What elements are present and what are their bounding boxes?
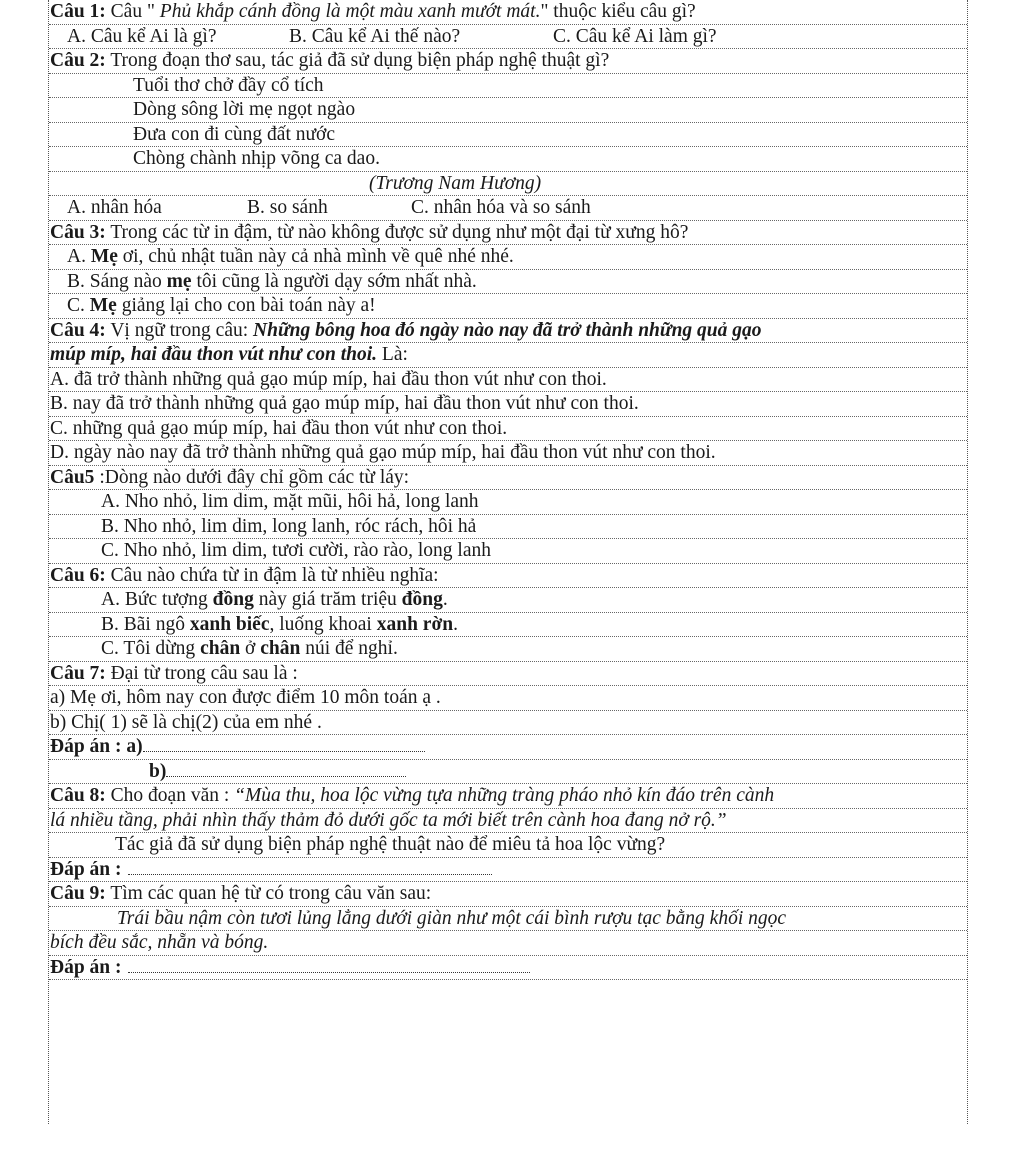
q1-line xyxy=(49,0,967,25)
q6-c-b2: chân xyxy=(260,638,301,659)
q1-label: Câu 1: xyxy=(50,1,106,22)
q5-option-a: A. Nho nhỏ, lim dim, mặt mũi, hôi hả, long lanh xyxy=(49,490,967,515)
q1-option-b: B. Câu kể Ai thế nào? xyxy=(289,25,461,47)
q1-text-a: Câu " xyxy=(105,1,160,22)
q1-options xyxy=(49,25,967,50)
q8-label: Câu 8: xyxy=(50,785,106,806)
q6-c-b1: chân xyxy=(200,638,241,659)
q1-quote: Phủ khắp cánh đồng là một màu xanh mướt mát. xyxy=(159,1,541,22)
author-name: (Trương Nam Hương) xyxy=(369,172,542,194)
q6-label: Câu 6: xyxy=(50,564,106,586)
q3-option-a xyxy=(49,245,967,270)
q4-sentence-1: Những bông hoa đó ngày nào nay đã trở thành những quả gạo xyxy=(253,319,762,341)
q6-option-b xyxy=(49,613,967,638)
q9-answer-label: Đáp án : xyxy=(50,956,122,978)
q8-line xyxy=(49,784,967,809)
q9-sentence-2-text: bích đều sắc, nhẵn và bóng. xyxy=(50,932,269,953)
q9-label: Câu 9: xyxy=(50,883,106,904)
q4-option-c: C. những quả gạo múp míp, hai đầu thon vút như con thoi. xyxy=(49,417,967,442)
q6-b-b1: xanh biếc xyxy=(189,613,270,635)
q6-option-c xyxy=(49,637,967,662)
q3-option-c xyxy=(49,294,967,319)
q5-label: Câu5 xyxy=(50,466,95,488)
q6-a-b1: đồng xyxy=(212,589,254,610)
q4-label: Câu 4: xyxy=(50,319,106,341)
q9-line xyxy=(49,882,967,907)
q6-b-b2: xanh rờn xyxy=(376,613,454,635)
q8-answer-label: Đáp án : xyxy=(50,858,122,880)
q3-b-pre: B. Sáng nào xyxy=(67,270,167,292)
poem-line-3: Đưa con đi cùng đất nước xyxy=(49,123,967,148)
q7-sentence-a: a) Mẹ ơi, hôm nay con được điểm 10 môn toán ạ . xyxy=(49,686,967,711)
q3-b-post: tôi cũng là người dạy sớm nhất nhà. xyxy=(191,270,477,292)
q3-a-post: ơi, chủ nhật tuần này cả nhà mình về quê nhé nhé. xyxy=(117,246,514,267)
q4-option-d: D. ngày nào nay đã trở thành những quả gạo múp míp, hai đầu thon vút như con thoi. xyxy=(49,441,967,466)
q6-a-b2: đồng xyxy=(401,589,443,610)
q9-text: Tìm các quan hệ từ có trong câu văn sau: xyxy=(105,883,432,904)
q6-c-mid: ở xyxy=(240,638,261,659)
q8-quote-2: lá nhiều tầng, phải nhìn thấy thảm đỏ dưới gốc ta mới biết trên cành hoa đang nở rộ.” xyxy=(50,809,727,831)
q4-line xyxy=(49,319,967,344)
q9-sentence-2 xyxy=(49,931,967,956)
q1-option-a: A. Câu kể Ai là gì? xyxy=(67,25,217,47)
q3-b-bold: mẹ xyxy=(166,270,192,292)
poem-line-1: Tuổi thơ chở đầy cổ tích xyxy=(49,74,967,99)
poem-line-4: Chòng chành nhịp võng ca dao. xyxy=(49,147,967,172)
q9-sentence-1-text: Trái bầu nậm còn tươi lủng lẳng dưới giàn như một cái bình rượu tạc bằng khối ngọc xyxy=(117,907,787,929)
q6-option-a xyxy=(49,588,967,613)
q2-option-b: B. so sánh xyxy=(247,197,328,218)
q8-text: Cho đoạn văn : xyxy=(105,785,235,806)
q7-answer-a-blank[interactable] xyxy=(143,737,425,752)
q2-option-c: C. nhân hóa và so sánh xyxy=(411,197,591,218)
q5-text: :Dòng nào dưới đây chỉ gồm các từ láy: xyxy=(94,466,410,488)
q6-text: Câu nào chứa từ in đậm là từ nhiều nghĩa: xyxy=(105,564,439,586)
q4-text-end: Là: xyxy=(377,344,408,365)
q7-text: Đại từ trong câu sau là : xyxy=(105,662,298,684)
q8-question: Tác giả đã sử dụng biện pháp nghệ thuật nào để miêu tả hoa lộc vừng? xyxy=(49,833,967,858)
q2-options xyxy=(49,196,967,221)
q1-text-b: " thuộc kiểu câu gì? xyxy=(540,1,696,22)
q4-option-a: A. đã trở thành những quả gạo múp míp, hai đầu thon vút như con thoi. xyxy=(49,368,967,393)
q4-text: Vị ngữ trong câu: xyxy=(105,319,254,341)
q2-label: Câu 2: xyxy=(50,50,106,71)
q5-line xyxy=(49,466,967,491)
q6-a-mid: này giá trăm triệu xyxy=(253,589,402,610)
q3-text: Trong các từ in đậm, từ nào không được sử dụng như một đại từ xưng hô? xyxy=(105,221,689,243)
q7-sentence-b: b) Chị( 1) sẽ là chị(2) của em nhé . xyxy=(49,711,967,736)
q5-option-b: B. Nho nhỏ, lim dim, long lanh, róc rách, hôi hả xyxy=(49,515,967,540)
q3-label: Câu 3: xyxy=(50,221,106,243)
q2-line xyxy=(49,49,967,74)
q7-answer-b-blank[interactable] xyxy=(166,762,406,777)
q6-b-post: . xyxy=(453,613,458,635)
q7-answer-a xyxy=(49,735,967,760)
q8-answer-blank[interactable] xyxy=(128,860,492,875)
q8-answer xyxy=(49,858,967,883)
q1-option-c: C. Câu kể Ai làm gì? xyxy=(553,25,717,47)
q4-option-b: B. nay đã trở thành những quả gạo múp míp, hai đầu thon vút như con thoi. xyxy=(49,392,967,417)
q3-option-b xyxy=(49,270,967,295)
q3-c-bold: Mẹ xyxy=(89,295,117,316)
q6-b-pre: B. Bãi ngô xyxy=(101,613,190,635)
q2-text: Trong đoạn thơ sau, tác giả đã sử dụng biện pháp nghệ thuật gì? xyxy=(105,50,610,71)
q6-a-post: . xyxy=(442,589,448,610)
q5-option-c: C. Nho nhỏ, lim dim, tươi cười, rào rào, long lanh xyxy=(49,539,967,564)
poem-author xyxy=(49,172,967,197)
q3-c-pre: C. xyxy=(67,295,90,316)
q9-answer-blank[interactable] xyxy=(128,958,530,973)
q6-c-pre: C. Tôi dừng xyxy=(101,638,201,659)
q6-a-pre: A. Bức tượng xyxy=(101,589,213,610)
worksheet xyxy=(48,0,968,1124)
q9-answer xyxy=(49,956,967,981)
q7-answer-b-label: b) xyxy=(149,760,167,782)
q3-a-pre: A. xyxy=(67,246,91,267)
q6-b-mid: , luống khoai xyxy=(269,613,377,635)
q4-line-2 xyxy=(49,343,967,368)
q7-answer-b xyxy=(49,760,967,785)
q7-answer-label: Đáp án : a) xyxy=(50,736,143,757)
q7-line xyxy=(49,662,967,687)
q9-sentence-1 xyxy=(49,907,967,932)
q8-quote-1: “Mùa thu, hoa lộc vừng tựa những tràng pháo nhỏ kín đáo trên cành xyxy=(234,785,775,806)
q3-c-post: giảng lại cho con bài toán này a! xyxy=(116,295,376,316)
q3-a-bold: Mẹ xyxy=(90,246,118,267)
q8-line-2 xyxy=(49,809,967,834)
q2-option-a: A. nhân hóa xyxy=(67,197,162,218)
q6-line xyxy=(49,564,967,589)
q3-line xyxy=(49,221,967,246)
q4-sentence-2: múp míp, hai đầu thon vút như con thoi. xyxy=(50,344,378,365)
q6-c-post: núi để nghỉ. xyxy=(300,638,398,659)
poem-line-2: Dòng sông lời mẹ ngọt ngào xyxy=(49,98,967,123)
q7-label: Câu 7: xyxy=(50,662,106,684)
